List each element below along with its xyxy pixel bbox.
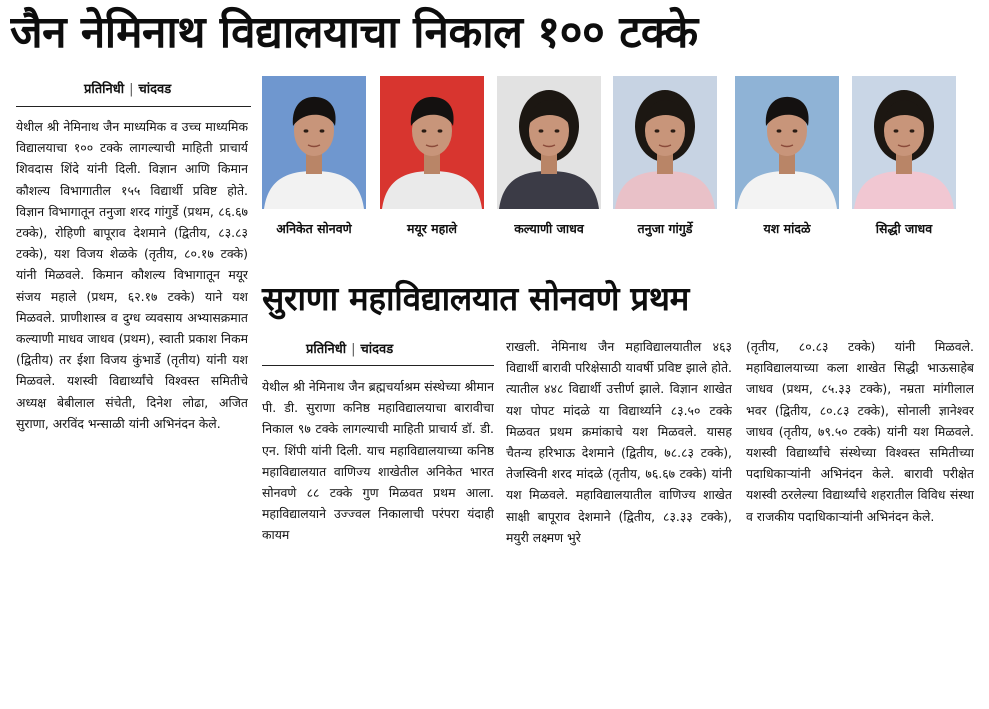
second-headline: सुराणा महाविद्यालयात सोनवणे प्रथम (262, 279, 690, 318)
photo-caption-2: मयूर महाले (406, 221, 457, 236)
photo-caption-1: अनिकेत सोनवणे (276, 221, 352, 236)
second-story-col2: राखली. नेमिनाथ जैन महाविद्यालयातील ४६३ विद्यार्थी बारावी परिक्षेसाठी यावर्षी प्रविष्ट झाले होते. त्यातील ४४८ विद्यार्थी उत्तीर्ण झाले. विज्ञान शाखेत यश पोपट मांदळे या विद्यार्थ्याने ८३.५० टक्के मिळवत प्रथम क्रमांकाचे यश मिळवले. यासह चैतन्य हरिभाऊ देशमाने (द्वितीय, ७८.८३ टक्के), तेजस्विनी शरद मांदळे (तृतीय, ७६.६७ टक्के) यांनी यश मिळवले. महाविद्यालयातील वाणिज्य शाखेत साक्षी बापूराव देशमाने (द्वितीय, ८३.३३ टक्के), मयुरी लक्ष्मण भुरे (506, 339, 732, 545)
main-reporter: प्रतिनिधी (84, 82, 125, 97)
student-photo-3 (497, 76, 601, 209)
student-photo-4 (613, 76, 717, 209)
main-story-body: येथील श्री नेमिनाथ जैन माध्यमिक व उच्च माध्यमिक विद्यालयाचा १०० टक्के लागल्याची माहिती प्राचार्य शिवदास शिंदे यांनी दिली. विज्ञान आणि किमान कौशल्य विभागातील १५५ विद्यार्थी प्रविष्ट होते. विज्ञान विभागातून तनुजा शरद गांगुर्डे (प्रथम, ८६.६७ टक्के), रोहिणी बापूराव देशमाने (द्वितीय, ८३.८३ टक्के), यश विजय शेळके (तृतीय, ८०.१७ टक्के) यांनी मिळवले. किमान कौशल्य विभागातून मयूर संजय महाले (प्रथम, ६२.१७ टक्के) याने यश मिळवले. प्राणीशास्त्र व दुग्ध व्यवसाय अभ्यासक्रमात कल्याणी माधव जाधव (प्रथम), स्वाती प्रकाश निकम (द्वितीय) तर ईशा विजय कुंभार्डे (तृतीय) यांनी यश मिळवले. यशस्वी विद्यार्थ्यांचे विश्वस्त समितीचे अध्यक्ष बेबीलाल संचेती, दिनेश लोढा, अजित सुराणा, अरविंद भन्साळी यांनी अभिनंदन केले. (16, 119, 248, 431)
second-story-col1: येथील श्री नेमिनाथ जैन ब्रह्मचर्याश्रम संस्थेच्या श्रीमान पी. डी. सुराणा कनिष्ठ महाविद्यालयाचा बारावीचा निकाल ९७ टक्के लागल्याची माहिती प्राचार्य डॉ. डी. एन. शिंपी यांनी दिली. याच महाविद्यालयाच्या कनिष्ठ महाविद्यालयात वाणिज्य शाखेतील अनिकेत भारत सोनवणे ८८ टक्के गुण मिळवत प्रथम आला. महाविद्यालयाने उज्ज्वल निकालाची परंपरा यंदाही कायम (262, 379, 494, 543)
portrait-image (735, 76, 839, 209)
portrait-image (497, 76, 601, 209)
second-story-col3: (तृतीय, ८०.८३ टक्के) यांनी मिळवले. महाविद्यालयाच्या कला शाखेत सिद्धी भाऊसाहेब जाधव (प्रथम, ८५.३३ टक्के), नम्रता मांगीलाल भवर (द्वितीय, ८०.८३ टक्के), सोनाली ज्ञानेश्वर जाधव (तृतीय, ७९.५० टक्के) यांनी यश मिळवले. यशस्वी विद्यार्थ्यांचे संस्थेच्या विश्वस्त समितीच्या पदाधिकाऱ्यांनी अभिनंदन केले. बारावी परीक्षेत यशस्वी ठरलेल्या विद्यार्थ्यांचे शहरातील विविध संस्था व राजकीय पदाधिकाऱ्यांनी अभिनंदन केले. (746, 339, 974, 524)
portrait-image (262, 76, 366, 209)
main-dateline-rule (16, 106, 251, 107)
portrait-image (613, 76, 717, 209)
student-photo-5 (735, 76, 839, 209)
photo-caption-4: तनुजा गांगुर्डे (637, 221, 693, 236)
main-location: चांदवड (138, 82, 172, 97)
student-photo-2 (380, 76, 484, 209)
student-photo-6 (852, 76, 956, 209)
main-headline: जैन नेमिनाथ विद्यालयाचा निकाल १०० टक्के (10, 7, 698, 58)
portrait-image (852, 76, 956, 209)
main-dateline: प्रतिनिधी | चांदवड (84, 82, 172, 97)
second-dateline: प्रतिनिधी | चांदवड (306, 342, 394, 357)
second-location: चांदवड (360, 342, 394, 357)
photo-caption-6: सिद्धी जाधव (875, 221, 933, 236)
student-photo-1 (262, 76, 366, 209)
photo-caption-5: यश मांदळे (763, 221, 811, 236)
second-dateline-rule (262, 365, 494, 366)
portrait-image (380, 76, 484, 209)
second-reporter: प्रतिनिधी (306, 342, 347, 357)
photo-caption-3: कल्याणी जाधव (514, 221, 584, 236)
